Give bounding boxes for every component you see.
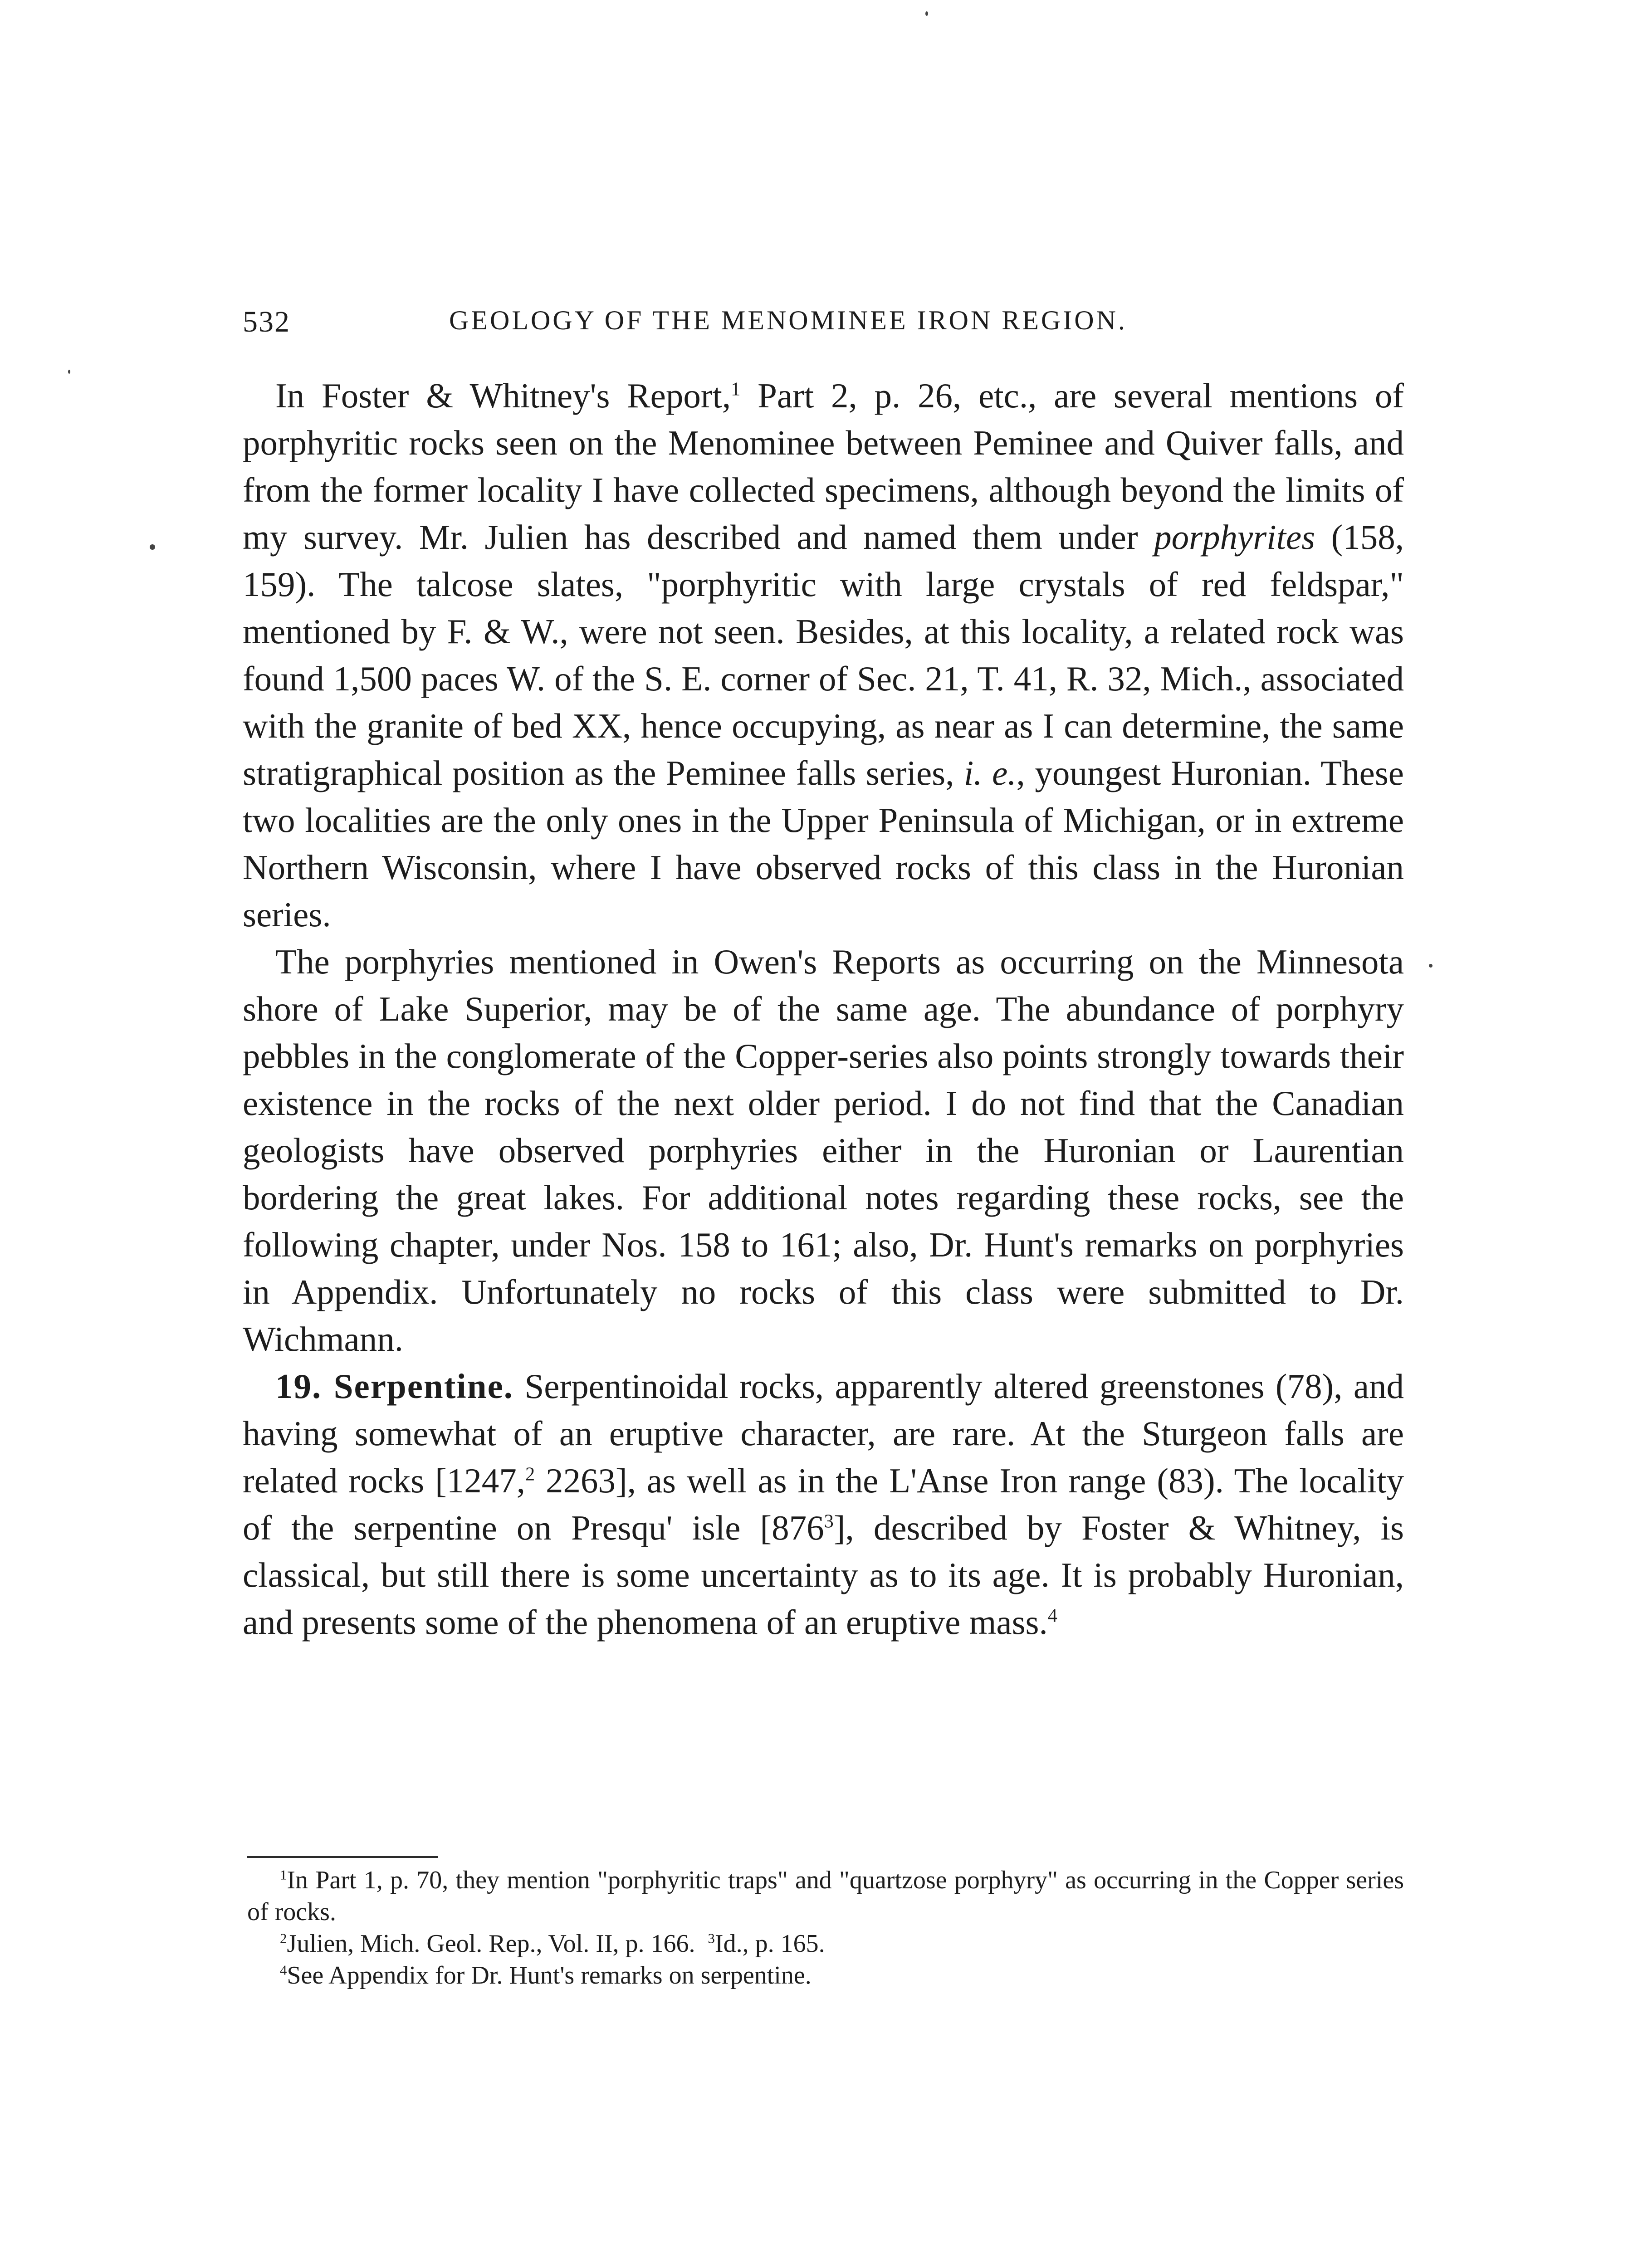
body-text <box>243 372 1404 1646</box>
text-span: ], described by Foster & Whitney, is classical, but still there is some uncertainty as to its age. It is probably Huronian, and presents some of the phenomena of an eruptive mass. <box>243 1508 1404 1642</box>
text-span: Part 2, p. 26, etc., are several mentions of porphyritic rocks seen on the Menominee between Peminee and Quiver falls, and from the former locality I have collected specimens, although beyond the limits of my survey. Mr. Julien has described and named them under <box>243 376 1404 557</box>
italic-ie: i. e. <box>963 753 1017 792</box>
footnote-4 <box>247 1960 1404 1991</box>
footnote-ref-2: 2 <box>525 1463 535 1485</box>
footnote-1 <box>247 1864 1404 1928</box>
section-heading-serpentine: 19. Serpentine. <box>275 1367 514 1406</box>
footnote-mark: 3 <box>708 1931 715 1946</box>
scan-speck <box>1429 964 1433 968</box>
text-span: Serpentinoidal rocks, apparently altered greenstones (78), and having somewhat of an eruptive character, are rare. At the Sturgeon falls are related rocks [1247, <box>243 1367 1404 1500</box>
page-number: 532 <box>243 305 290 338</box>
scan-speck <box>925 11 928 16</box>
footnote-text: See Appendix for Dr. Hunt's remarks on serpentine. <box>287 1961 812 1989</box>
paragraph-porphyrites <box>243 372 1404 938</box>
footnote-ref-3: 3 <box>824 1510 834 1532</box>
paragraph-owens-reports: The porphyries mentioned in Owen's Reports as occurring on the Minnesota shore of Lake Superior, may be of the same age. The abundance of porphyry pebbles in the conglomerate of the Copper-series also points strongly towards their existence in the rocks of the next older period. I do not find that the Canadian geologists have observed porphyries either in the Huronian or Laurentian bordering the great lakes. For additional notes regarding these rocks, see the following chapter, under Nos. 158 to 161; also, Dr. Hunt's remarks on porphyries in Appendix. Unfortunately no rocks of this class were submitted to Dr. Wichmann. <box>243 942 1404 1359</box>
running-title: GEOLOGY OF THE MENOMINEE IRON REGION. <box>449 305 1127 335</box>
footnote-divider <box>247 1856 438 1858</box>
text-span: 2263], as well as in the L'Anse Iron range (83). The locality of the serpentine on Presqu' isle [876 <box>243 1461 1404 1547</box>
footnote-text: Julien, Mich. Geol. Rep., Vol. II, p. 166. <box>287 1930 695 1958</box>
footnote-2-3 <box>247 1928 1404 1960</box>
footnotes <box>247 1864 1404 1991</box>
text-span: (158, 159). The talcose slates, "porphyritic with large crystals of red feldspar," mentioned by F. & W., were not seen. Besides, at this locality, a related rock was found 1,500 paces W. of the S. E. corner of Sec. 21, T. 41, R. 32, Mich., associated with the granite of bed XX, hence occupying, as near as I can determine, the same stratigraphical position as the Peminee falls series, <box>243 518 1404 792</box>
italic-term: porphyrites <box>1154 518 1315 557</box>
page-header <box>243 305 1404 341</box>
footnote-ref-1: 1 <box>731 378 741 400</box>
footnote-mark: 1 <box>280 1867 287 1883</box>
text-span: In Foster & Whitney's Report, <box>275 376 731 415</box>
scan-speck <box>150 544 155 550</box>
text-span: , youngest Huronian. These two localities are the only ones in the Upper Peninsula of Michigan, or in extreme Northern Wisconsin, where I have observed rocks of this class in the Huronian series. <box>243 753 1404 934</box>
footnote-text: Id., p. 165. <box>714 1930 825 1958</box>
paragraph-serpentine <box>243 1363 1404 1646</box>
footnote-mark: 2 <box>280 1931 287 1946</box>
footnote-ref-4: 4 <box>1047 1605 1057 1627</box>
scan-speck <box>68 370 70 374</box>
footnote-mark: 4 <box>280 1962 287 1978</box>
footnote-text: In Part 1, p. 70, they mention "porphyritic traps" and "quartzose porphyry" as occurring in the Copper series of rocks. <box>247 1866 1404 1926</box>
